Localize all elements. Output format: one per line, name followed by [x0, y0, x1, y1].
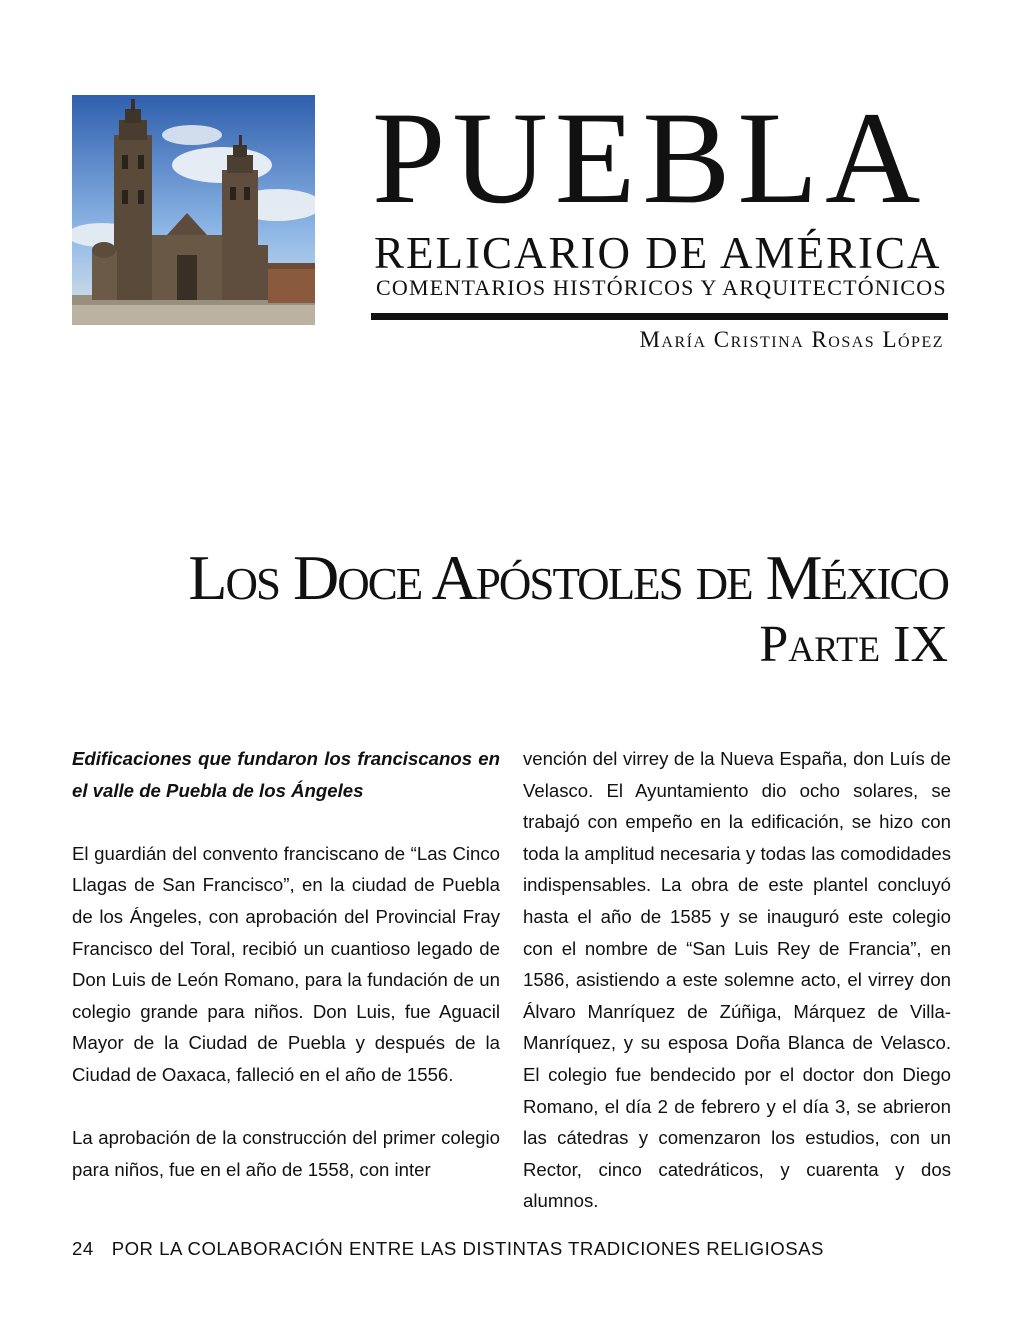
- cathedral-photo: [72, 95, 315, 325]
- masthead-title: PUEBLA: [372, 84, 928, 231]
- article-part: Parte IX: [759, 616, 948, 673]
- cathedral-illustration: [72, 95, 315, 325]
- text-column-right: [523, 743, 951, 1217]
- paragraph: La aprobación de la construcción del primer colegio para niños, fue en el año de 1558, con inter: [72, 1127, 500, 1180]
- text-column-left: [72, 743, 500, 1185]
- footer-text: POR LA COLABORACIÓN ENTRE LAS DISTINTAS TRADICIONES RELIGIOSAS: [111, 1238, 824, 1259]
- paragraph: El guardián del convento franciscano de “Las Cinco Llagas de San Francisco”, en la ciudad de Puebla de los Ángeles, con aprobación del Provincial Fray Francisco del Toral, recibió un cuantioso legado de Don Luis de León Romano, para la fundación de un colegio grande para niños. Don Luis, fue Aguacil Mayor de la Ciudad de Puebla y después de la Ciudad de Oaxaca, falleció en el año de 1556.: [72, 842, 500, 1085]
- masthead-tagline: COMENTARIOS HISTÓRICOS Y ARQUITECTÓNICOS: [376, 275, 947, 300]
- section-subheading: Edificaciones que fundaron los franciscanos en el valle de Puebla de los Ángeles: [72, 748, 500, 801]
- author-name: María Cristina Rosas López: [639, 327, 944, 352]
- paragraph: vención del virrey de la Nueva España, don Luís de Velasco. El Ayuntamiento dio ocho solares, se trabajó con empeño en la edificación, se hizo con toda la amplitud necesaria y todas las comodidades indispensables. La obra de este plantel concluyó hasta el año de 1585 y se inauguró este colegio con el nombre de “San Luis Rey de Francia”, en 1586, asistiendo a este solemne acto, el virrey don Álvaro Manríquez de Zúñiga, Márquez de Villa-Manríquez, y su esposa Doña Blanca de Velasco. El colegio fue bendecido por el doctor don Diego Romano, el día 2 de febrero y el día 3, se abrieron las cátedras y comenzaron los estudios, con un Rector, cinco catedráticos, y cuarenta y dos alumnos.: [523, 748, 951, 1212]
- page-number: 24: [72, 1238, 94, 1259]
- masthead-subtitle: RELICARIO DE AMÉRICA: [374, 228, 942, 278]
- masthead-divider: [371, 313, 948, 320]
- page-footer: [72, 1236, 824, 1262]
- article-title: Los Doce Apóstoles de México: [188, 542, 948, 613]
